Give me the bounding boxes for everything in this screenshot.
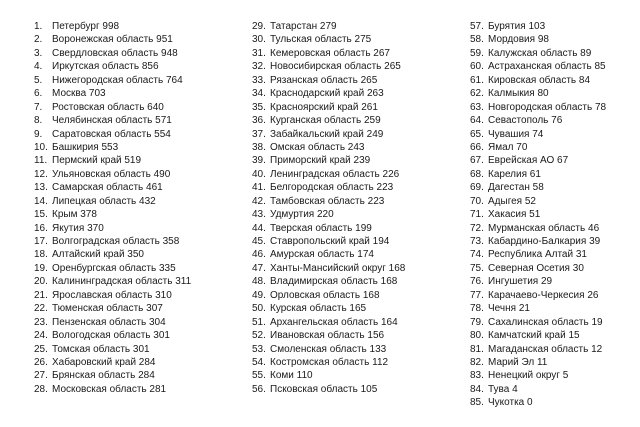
ranking-region-count: Ставропольский край 194 <box>270 236 390 247</box>
ranking-region-count: Якутия 370 <box>52 222 104 234</box>
ranking-item <box>34 87 191 100</box>
ranking-number: 3. <box>34 47 43 59</box>
ranking-region-count: Пензенская область 304 <box>52 316 166 328</box>
ranking-number: 83. <box>470 370 484 382</box>
ranking-region-count: Псковская область 105 <box>270 383 378 395</box>
ranking-region-count: Карачаево-Черкесия 26 <box>488 289 599 301</box>
ranking-region-count: Магаданская область 12 <box>488 343 603 355</box>
ranking-number: 63. <box>470 101 484 113</box>
ranking-number: 2. <box>34 34 43 46</box>
ranking-item <box>34 33 191 46</box>
ranking-item <box>470 302 606 315</box>
ranking-item <box>470 101 606 114</box>
ranking-number: 82. <box>470 356 484 368</box>
ranking-number: 80. <box>470 330 484 342</box>
ranking-region-count: Иркутская область 856 <box>52 61 159 73</box>
ranking-region-count: Курганская область 259 <box>270 115 381 127</box>
ranking-item <box>252 154 405 167</box>
ranking-number: 19. <box>34 262 48 274</box>
ranking-number: 30. <box>252 34 266 46</box>
ranking-item <box>470 114 606 127</box>
ranking-number: 17. <box>34 236 48 247</box>
ranking-region-count: Алтайский край 350 <box>52 249 144 261</box>
ranking-region-count: Еврейская АО 67 <box>488 155 569 167</box>
ranking-item <box>470 87 606 100</box>
ranking-number: 68. <box>470 168 484 180</box>
ranking-region-count: Тверская область 199 <box>270 222 372 234</box>
ranking-item <box>252 329 405 342</box>
ranking-region-count: Кемеровская область 267 <box>270 47 390 59</box>
ranking-region-count: Чувашия 74 <box>488 128 544 140</box>
ranking-region-count: Вологодская область 301 <box>52 330 170 342</box>
ranking-item <box>34 383 191 396</box>
ranking-item <box>252 316 405 329</box>
ranking-region-count: Омская область 243 <box>270 141 365 153</box>
ranking-item <box>34 302 191 315</box>
ranking-region-count: Калмыкия 80 <box>488 88 549 100</box>
ranking-item <box>252 195 405 208</box>
ranking-number: 38. <box>252 141 266 153</box>
ranking-number: 39. <box>252 155 266 167</box>
ranking-region-count: Архангельская область 164 <box>270 316 398 328</box>
ranking-number: 65. <box>470 128 484 140</box>
ranking-region-count: Марий Эл 11 <box>488 356 548 368</box>
ranking-item <box>470 195 606 208</box>
ranking-number: 27. <box>34 370 48 382</box>
ranking-region-count: Астраханская область 85 <box>488 61 606 73</box>
ranking-item <box>34 248 191 261</box>
ranking-number: 69. <box>470 182 484 194</box>
ranking-number: 53. <box>252 343 266 355</box>
ranking-item <box>252 302 405 315</box>
ranking-item <box>470 235 606 248</box>
ranking-item <box>252 60 405 73</box>
ranking-item <box>252 33 405 46</box>
ranking-number: 13. <box>34 182 48 194</box>
ranking-region-count: Московская область 281 <box>52 383 167 395</box>
ranking-number: 11. <box>34 155 48 167</box>
ranking-region-count: Приморский край 239 <box>270 155 371 167</box>
ranking-item <box>34 289 191 302</box>
ranking-item <box>34 275 191 288</box>
ranking-number: 31. <box>252 47 266 59</box>
ranking-item <box>252 20 405 33</box>
ranking-item <box>470 168 606 181</box>
ranking-number: 18. <box>34 249 48 261</box>
ranking-region-count: Тульская область 275 <box>270 34 372 46</box>
ranking-item <box>252 141 405 154</box>
ranking-region-count: Тува 4 <box>488 383 518 395</box>
ranking-region-count: Ханты-Мансийский округ 168 <box>270 262 406 274</box>
ranking-item <box>252 168 405 181</box>
ranking-region-count: Севастополь 76 <box>488 115 563 127</box>
ranking-number: 16. <box>34 222 48 234</box>
ranking-number: 52. <box>252 330 266 342</box>
ranking-region-count: Москва 703 <box>52 88 106 100</box>
ranking-number: 56. <box>252 383 266 395</box>
ranking-item <box>252 74 405 87</box>
ranking-region-count: Ненецкий округ 5 <box>488 370 569 382</box>
ranking-number: 41. <box>252 182 266 194</box>
ranking-item <box>34 60 191 73</box>
ranking-number: 85. <box>470 397 484 409</box>
ranking-item <box>470 154 606 167</box>
ranking-region-count: Кабардино-Балкария 39 <box>488 236 601 247</box>
ranking-item <box>34 222 191 235</box>
ranking-region-count: Бурятия 103 <box>488 21 546 32</box>
ranking-region-count: Новгородская область 78 <box>488 101 607 113</box>
ranking-region-count: Дагестан 58 <box>488 182 544 194</box>
ranking-item <box>34 181 191 194</box>
ranking-item <box>252 47 405 60</box>
ranking-region-count: Коми 110 <box>270 370 313 382</box>
ranking-number: 6. <box>34 88 43 100</box>
ranking-region-count: Северная Осетия 30 <box>488 262 584 274</box>
ranking-region-count: Республика Алтай 31 <box>488 249 587 261</box>
ranking-region-count: Воронежская область 951 <box>52 34 173 46</box>
ranking-item <box>252 275 405 288</box>
ranking-region-count: Пермский край 519 <box>52 155 142 167</box>
ranking-number: 34. <box>252 88 266 100</box>
ranking-number: 46. <box>252 249 266 261</box>
ranking-region-count: Мордовия 98 <box>488 34 549 46</box>
ranking-item <box>34 141 191 154</box>
ranking-number: 15. <box>34 209 48 221</box>
ranking-region-count: Томская область 301 <box>52 343 150 355</box>
ranking-region-count: Крым 378 <box>52 209 97 221</box>
ranking-column-1 <box>34 20 191 396</box>
ranking-region-count: Ярославская область 310 <box>52 289 172 301</box>
ranking-number: 57. <box>470 21 484 32</box>
ranking-number: 1. <box>34 21 43 32</box>
ranking-number: 42. <box>252 195 266 207</box>
ranking-number: 24. <box>34 330 48 342</box>
ranking-region-count: Ульяновская область 490 <box>52 168 171 180</box>
ranking-item <box>470 275 606 288</box>
ranking-region-count: Карелия 61 <box>488 168 541 180</box>
ranking-number: 50. <box>252 303 266 315</box>
ranking-region-count: Ямал 70 <box>488 141 528 153</box>
ranking-number: 20. <box>34 276 48 288</box>
ranking-item <box>34 47 191 60</box>
ranking-region-count: Кировская область 84 <box>488 74 591 86</box>
ranking-region-count: Калининградская область 311 <box>52 276 192 288</box>
ranking-number: 8. <box>34 115 43 127</box>
ranking-region-count: Смоленская область 133 <box>270 343 387 355</box>
ranking-number: 45. <box>252 236 266 247</box>
ranking-number: 10. <box>34 141 48 153</box>
ranking-region-count: Хабаровский край 284 <box>52 356 156 368</box>
ranking-region-count: Самарская область 461 <box>52 182 163 194</box>
ranking-number: 4. <box>34 61 43 73</box>
ranking-region-count: Амурская область 174 <box>270 249 374 261</box>
ranking-item <box>252 248 405 261</box>
ranking-item <box>470 396 606 409</box>
ranking-region-count: Мурманская область 46 <box>488 222 600 234</box>
ranking-region-count: Чечня 21 <box>488 303 530 315</box>
ranking-number: 28. <box>34 383 48 395</box>
ranking-item <box>470 248 606 261</box>
ranking-item <box>252 262 405 275</box>
ranking-item <box>34 195 191 208</box>
ranking-item <box>252 87 405 100</box>
ranking-number: 33. <box>252 74 266 86</box>
ranking-region-count: Курская область 165 <box>270 303 367 315</box>
ranking-item <box>34 208 191 221</box>
ranking-number: 81. <box>470 343 484 355</box>
ranking-number: 58. <box>470 34 484 46</box>
ranking-number: 54. <box>252 356 266 368</box>
ranking-number: 35. <box>252 101 266 113</box>
ranking-region-count: Татарстан 279 <box>270 21 337 32</box>
ranking-item <box>252 383 405 396</box>
ranking-number: 9. <box>34 128 43 140</box>
ranking-number: 73. <box>470 236 484 247</box>
ranking-number: 43. <box>252 209 266 221</box>
ranking-item <box>34 262 191 275</box>
ranking-number: 23. <box>34 316 48 328</box>
ranking-number: 55. <box>252 370 266 382</box>
ranking-number: 51. <box>252 316 266 328</box>
ranking-item <box>470 383 606 396</box>
ranking-region-count: Костромская область 112 <box>270 356 389 368</box>
ranking-item <box>34 154 191 167</box>
ranking-item <box>470 356 606 369</box>
ranking-item <box>252 222 405 235</box>
ranking-item <box>252 101 405 114</box>
ranking-item <box>34 20 191 33</box>
ranking-number: 12. <box>34 168 48 180</box>
ranking-number: 66. <box>470 141 484 153</box>
ranking-region-count: Ингушетия 29 <box>488 276 553 288</box>
ranking-column-3 <box>470 20 606 410</box>
ranking-region-count: Калужская область 89 <box>488 47 592 59</box>
ranking-item <box>470 316 606 329</box>
ranking-number: 7. <box>34 101 43 113</box>
ranking-region-count: Чукотка 0 <box>488 397 533 409</box>
ranking-number: 5. <box>34 74 43 86</box>
ranking-number: 71. <box>470 209 484 221</box>
ranking-item <box>34 235 191 248</box>
ranking-number: 75. <box>470 262 484 274</box>
ranking-region-count: Саратовская область 554 <box>52 128 171 140</box>
ranking-region-count: Липецкая область 432 <box>52 195 156 207</box>
ranking-number: 77. <box>470 289 484 301</box>
ranking-item <box>470 222 606 235</box>
ranking-region-count: Новосибирская область 265 <box>270 61 401 73</box>
ranking-region-count: Орловская область 168 <box>270 289 380 301</box>
ranking-region-count: Белгородская область 223 <box>270 182 394 194</box>
ranking-number: 67. <box>470 155 484 167</box>
ranking-item <box>34 168 191 181</box>
ranking-number: 79. <box>470 316 484 328</box>
ranking-region-count: Брянская область 284 <box>52 370 155 382</box>
ranking-number: 78. <box>470 303 484 315</box>
ranking-item <box>470 208 606 221</box>
ranking-item <box>34 329 191 342</box>
region-ranking-list <box>0 20 640 420</box>
ranking-region-count: Красноярский край 261 <box>270 101 378 113</box>
ranking-region-count: Ивановская область 156 <box>270 330 385 342</box>
ranking-item <box>252 114 405 127</box>
ranking-number: 74. <box>470 249 484 261</box>
ranking-item <box>470 20 606 33</box>
ranking-item <box>34 316 191 329</box>
ranking-number: 72. <box>470 222 484 234</box>
ranking-item <box>470 343 606 356</box>
ranking-number: 14. <box>34 195 48 207</box>
ranking-region-count: Ростовская область 640 <box>52 101 164 113</box>
ranking-region-count: Оренбургская область 335 <box>52 262 176 274</box>
ranking-region-count: Ленинградская область 226 <box>270 168 400 180</box>
ranking-item <box>470 262 606 275</box>
ranking-item <box>252 128 405 141</box>
ranking-number: 49. <box>252 289 266 301</box>
ranking-region-count: Краснодарский край 263 <box>270 88 384 100</box>
ranking-item <box>252 181 405 194</box>
ranking-item <box>470 74 606 87</box>
ranking-number: 61. <box>470 74 484 86</box>
ranking-region-count: Свердловская область 948 <box>52 47 178 59</box>
ranking-region-count: Забайкальский край 249 <box>270 128 384 140</box>
ranking-region-count: Челябинская область 571 <box>52 115 172 127</box>
ranking-item <box>470 289 606 302</box>
ranking-item <box>34 128 191 141</box>
ranking-item <box>470 369 606 382</box>
ranking-item <box>252 369 405 382</box>
ranking-item <box>34 369 191 382</box>
ranking-number: 76. <box>470 276 484 288</box>
ranking-item <box>470 60 606 73</box>
ranking-column-2 <box>252 20 405 396</box>
ranking-number: 37. <box>252 128 266 140</box>
ranking-region-count: Башкирия 553 <box>52 141 119 153</box>
ranking-item <box>252 235 405 248</box>
ranking-region-count: Хакасия 51 <box>488 209 541 221</box>
ranking-number: 64. <box>470 115 484 127</box>
ranking-number: 70. <box>470 195 484 207</box>
ranking-region-count: Нижегородская область 764 <box>52 74 183 86</box>
ranking-item <box>34 74 191 87</box>
ranking-number: 40. <box>252 168 266 180</box>
ranking-region-count: Камчатский край 15 <box>488 330 580 342</box>
ranking-number: 32. <box>252 61 266 73</box>
ranking-number: 59. <box>470 47 484 59</box>
ranking-region-count: Тамбовская область 223 <box>270 195 385 207</box>
ranking-item <box>470 128 606 141</box>
ranking-number: 21. <box>34 289 48 301</box>
ranking-region-count: Сахалинская область 19 <box>488 316 603 328</box>
ranking-item <box>34 356 191 369</box>
ranking-region-count: Адыгея 52 <box>488 195 536 207</box>
ranking-item <box>470 181 606 194</box>
ranking-region-count: Волгоградская область 358 <box>52 236 180 247</box>
ranking-item <box>252 208 405 221</box>
ranking-number: 25. <box>34 343 48 355</box>
ranking-item <box>470 141 606 154</box>
ranking-number: 60. <box>470 61 484 73</box>
ranking-item <box>34 114 191 127</box>
ranking-item <box>34 343 191 356</box>
ranking-item <box>252 343 405 356</box>
ranking-number: 36. <box>252 115 266 127</box>
ranking-item <box>470 329 606 342</box>
ranking-number: 44. <box>252 222 266 234</box>
ranking-number: 48. <box>252 276 266 288</box>
ranking-number: 62. <box>470 88 484 100</box>
ranking-number: 26. <box>34 356 48 368</box>
ranking-item <box>34 101 191 114</box>
ranking-item <box>470 33 606 46</box>
ranking-item <box>470 47 606 60</box>
ranking-region-count: Удмуртия 220 <box>270 209 334 221</box>
ranking-region-count: Петербург 998 <box>52 21 120 32</box>
ranking-number: 29. <box>252 21 266 32</box>
ranking-region-count: Владимирская область 168 <box>270 276 398 288</box>
ranking-region-count: Тюменская область 307 <box>52 303 163 315</box>
ranking-number: 84. <box>470 383 484 395</box>
ranking-item <box>252 289 405 302</box>
ranking-number: 47. <box>252 262 266 274</box>
ranking-item <box>252 356 405 369</box>
ranking-region-count: Рязанская область 265 <box>270 74 378 86</box>
ranking-number: 22. <box>34 303 48 315</box>
